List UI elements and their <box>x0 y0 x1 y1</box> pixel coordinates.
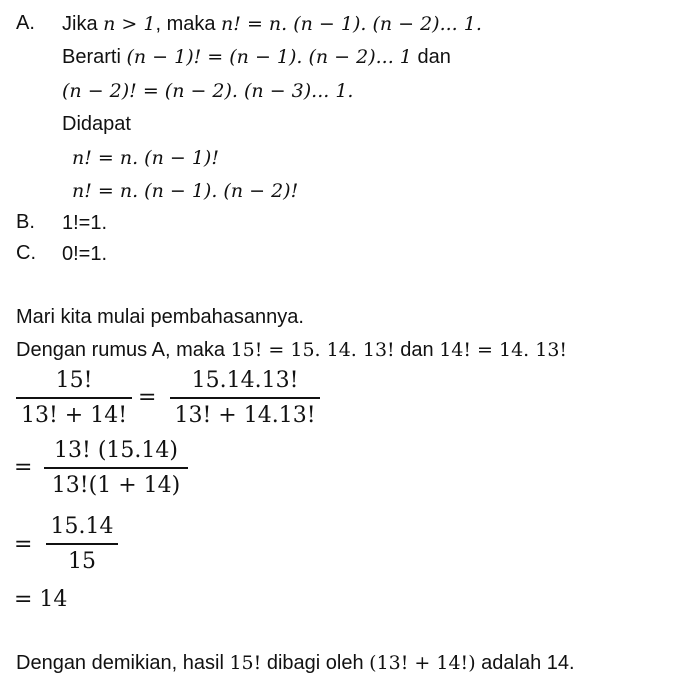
step2-equals: = <box>14 455 33 480</box>
discussion-formula <box>16 338 567 362</box>
rule-a-line-3 <box>62 79 353 103</box>
rule-a-result: n! = n. (n − 1). (n − 2)! <box>72 180 299 202</box>
rule-c-label: C. <box>16 242 36 264</box>
formula-14-factorial: 14! = 14. 13! <box>439 339 568 361</box>
conclusion-text: adalah 14. <box>475 652 575 674</box>
step4-result: = 14 <box>14 587 68 612</box>
step3-equals: = <box>14 532 33 557</box>
rule-a-result: n! = n. (n − 1)! <box>72 147 219 169</box>
rule-a-line-2 <box>62 45 451 69</box>
conclusion-text: Dengan demikian, hasil <box>16 652 230 674</box>
rule-a-line-5 <box>72 146 219 170</box>
rule-a-line-6 <box>72 179 298 203</box>
rule-a-label: A. <box>16 12 35 34</box>
rule-a-text: Jika <box>62 13 104 35</box>
step1-numerator-left: 15! <box>55 368 93 393</box>
rule-a-definition: n! = n. (n − 1). (n − 2)... 1. <box>221 13 482 35</box>
discussion-text: dan <box>394 339 440 361</box>
rule-a-condition: n > 1 <box>103 13 156 35</box>
rule-a-equation: (n − 2)! = (n − 2). (n − 3)... 1. <box>62 80 354 102</box>
rule-a-text: , maka <box>155 13 222 35</box>
rule-a-line-1 <box>62 12 482 36</box>
step3-numerator: 15.14 <box>50 514 114 539</box>
fraction-bar <box>46 543 118 545</box>
rule-a-text: dan <box>411 46 451 68</box>
conclusion-15-factorial: 15! <box>229 652 262 674</box>
rule-b-text: 1!=1. <box>62 212 108 234</box>
step1-fraction-right <box>170 368 320 428</box>
conclusion-divisor: (13! + 14!) <box>369 652 476 674</box>
step1-denominator-right: 13! + 14.13! <box>174 403 316 428</box>
step2-numerator: 13! (15.14) <box>54 438 178 463</box>
fraction-bar <box>16 397 132 399</box>
rule-a-text: Berarti <box>62 46 127 68</box>
discussion-text: Dengan rumus A, maka <box>16 339 231 361</box>
rule-a-line-4 <box>62 112 131 136</box>
rule-c-text: 0!=1. <box>62 243 108 265</box>
step2-fraction <box>44 438 188 498</box>
conclusion <box>16 651 575 675</box>
formula-15-factorial: 15! = 15. 14. 13! <box>230 339 395 361</box>
fraction-bar <box>44 467 188 469</box>
discussion-intro: Mari kita mulai pembahasannya. <box>16 306 304 328</box>
fraction-bar <box>170 397 320 399</box>
step1-equals: = <box>138 385 157 410</box>
step3-denominator: 15 <box>68 549 96 574</box>
conclusion-text: dibagi oleh <box>261 652 370 674</box>
step1-fraction-left <box>16 368 132 428</box>
rule-a-text: Didapat <box>62 113 131 135</box>
rule-a-equation: (n − 1)! = (n − 1). (n − 2)... 1 <box>126 46 412 68</box>
rule-b-label: B. <box>16 211 35 233</box>
step1-numerator-right: 15.14.13! <box>191 368 299 393</box>
step3-fraction <box>46 514 118 574</box>
step1-denominator-left: 13! + 14! <box>20 403 128 428</box>
step2-denominator: 13!(1 + 14) <box>51 473 181 498</box>
